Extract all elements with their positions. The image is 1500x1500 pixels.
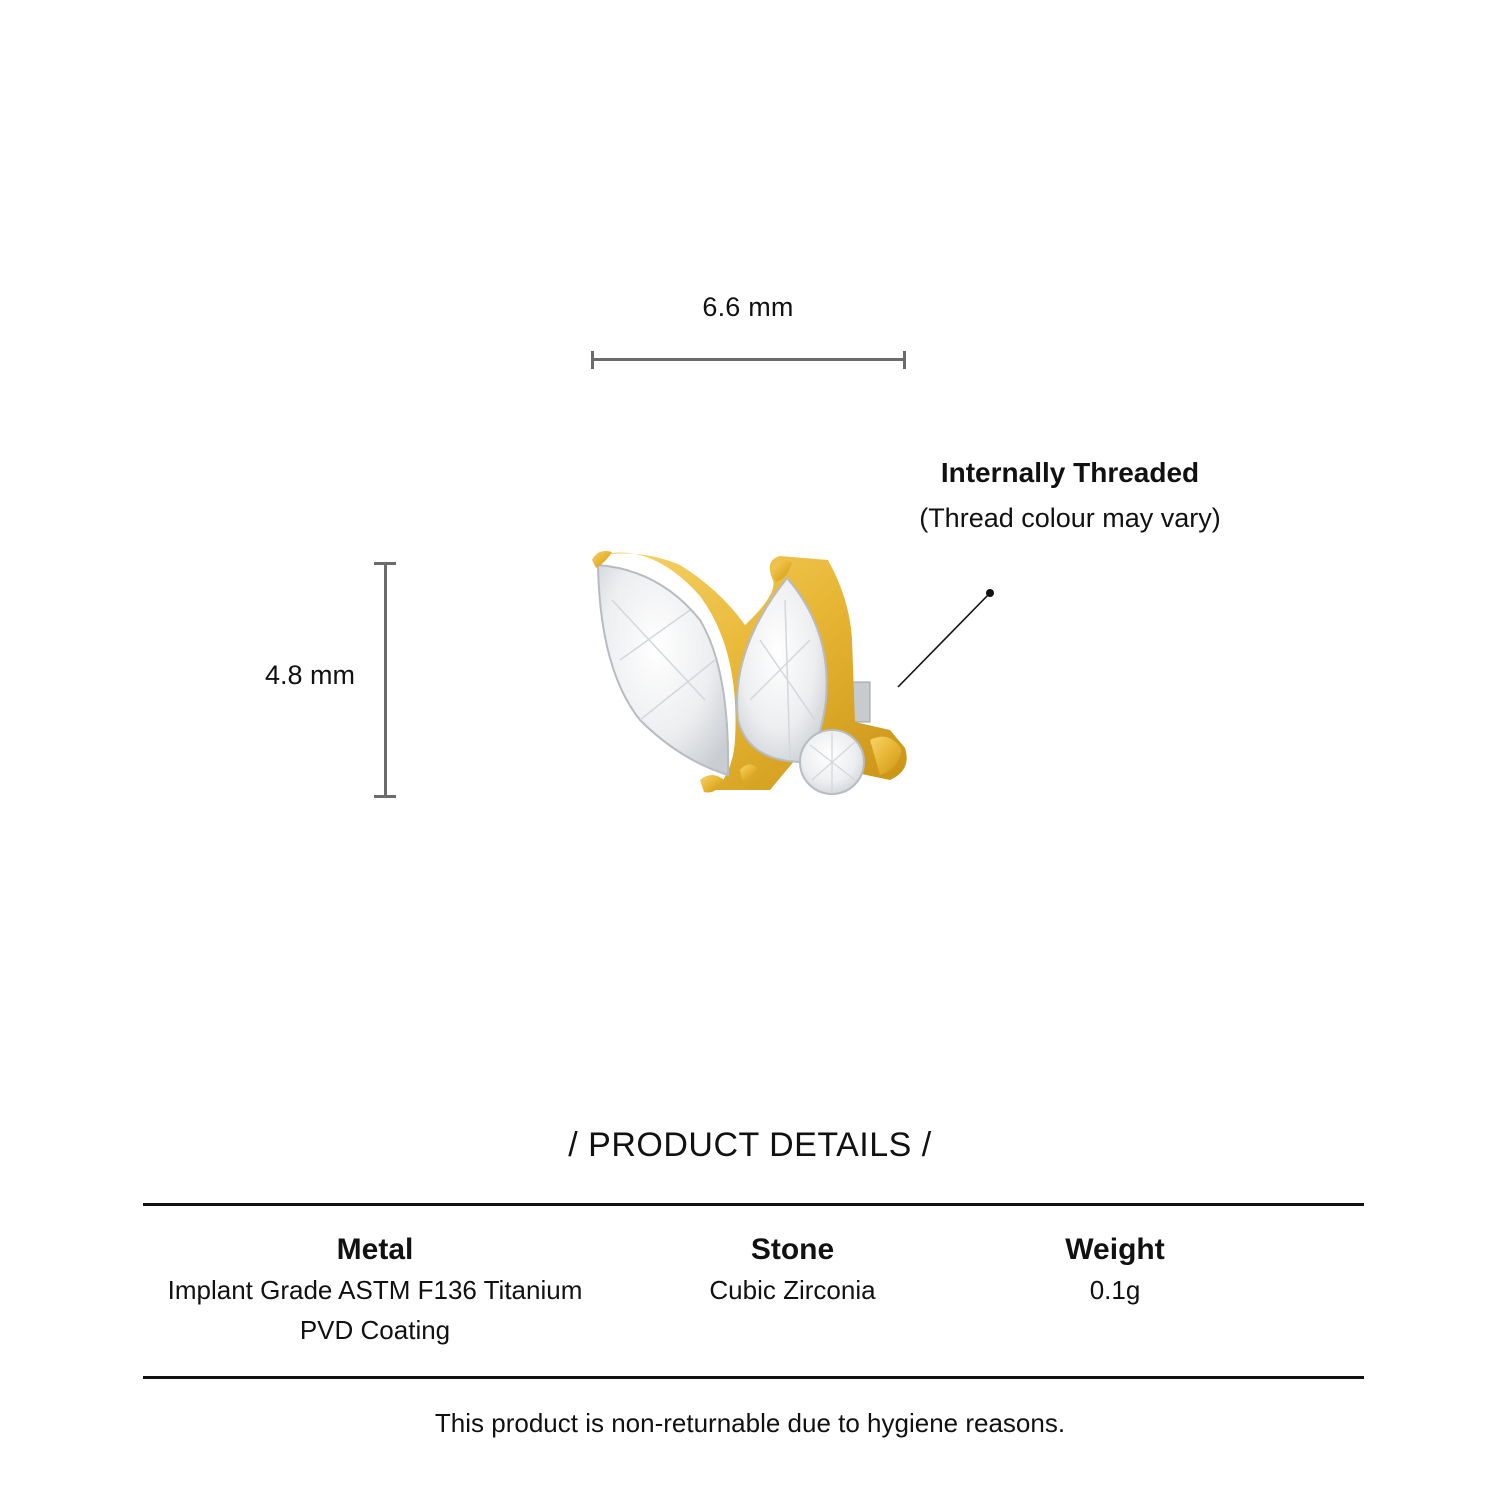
marquise-cluster-earring-icon <box>580 540 920 810</box>
metal-header: Metal <box>336 1233 414 1266</box>
details-top-rule <box>143 1203 1364 1206</box>
details-bottom-rule <box>143 1376 1364 1379</box>
stone-value: Cubic Zirconia <box>709 1275 876 1305</box>
non-returnable-note: This product is non-returnable due to hygiene reasons. <box>434 1408 1066 1438</box>
product-details-heading: / PRODUCT DETAILS / <box>568 1126 932 1164</box>
weight-header: Weight <box>1065 1233 1165 1266</box>
metal-value-line-1: Implant Grade ASTM F136 Titanium <box>167 1275 583 1305</box>
metal-column <box>150 1230 600 1350</box>
width-dimension-label: 6.6 mm <box>702 292 794 322</box>
width-dimension-bar <box>591 351 906 369</box>
stone-header: Stone <box>750 1233 835 1266</box>
height-dimension-bar <box>374 562 396 798</box>
stone-column <box>640 1230 945 1310</box>
metal-value-line-2: PVD Coating <box>299 1315 451 1345</box>
internally-threaded-title: Internally Threaded <box>940 457 1200 488</box>
thread-colour-note: (Thread colour may vary) <box>919 503 1221 533</box>
weight-column <box>990 1230 1240 1310</box>
height-dimension-label: 4.8 mm <box>264 660 356 690</box>
weight-value: 0.1g <box>1089 1275 1141 1305</box>
